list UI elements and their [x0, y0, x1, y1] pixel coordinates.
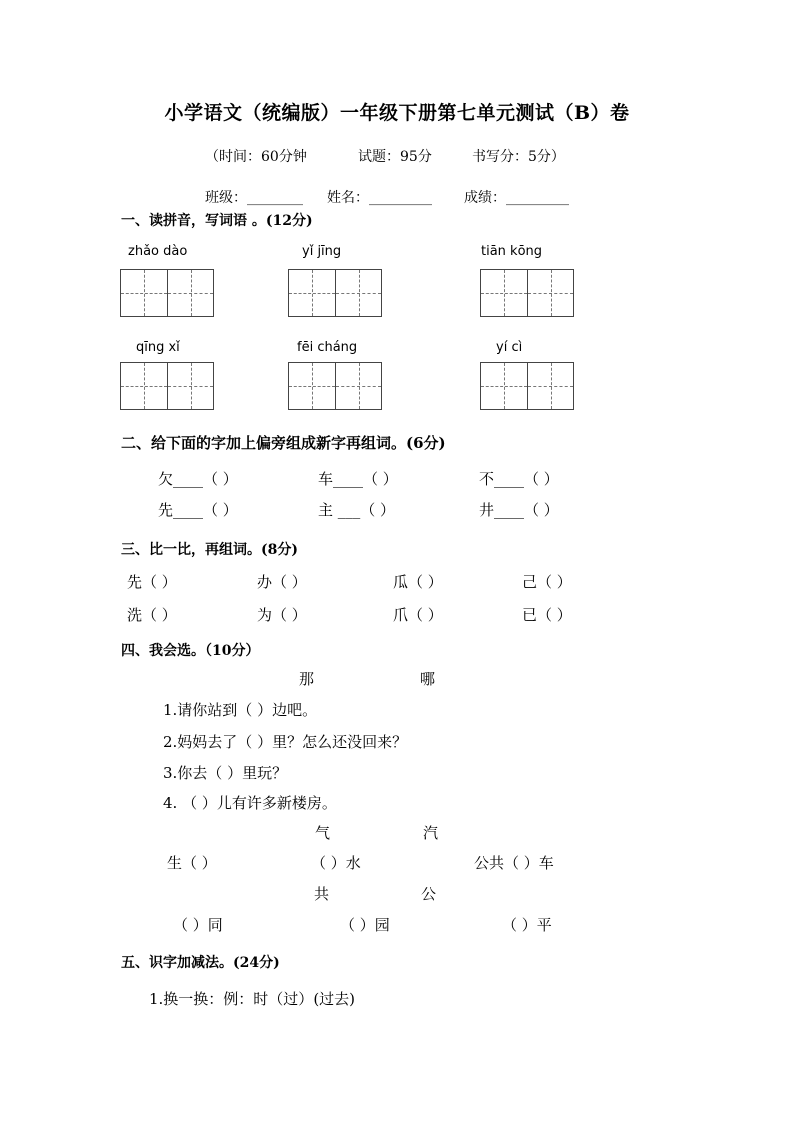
choice-word: 公: [421, 885, 437, 903]
page-title: 小学语文（统编版）一年级下册第七单元测试（B）卷: [164, 102, 630, 124]
class-field[interactable]: 班级：________: [205, 190, 303, 206]
writing-grid[interactable]: [120, 362, 214, 410]
choice-word: 共: [314, 885, 330, 903]
writing-grid[interactable]: [120, 269, 214, 317]
choice-word: 气: [315, 824, 331, 842]
pinyin-label: yǐ jīng: [302, 244, 342, 259]
name-field[interactable]: 姓名：_________: [327, 190, 432, 206]
compare-item[interactable]: 己（ ）: [522, 573, 572, 591]
compare-item[interactable]: 先（ ）: [127, 573, 177, 591]
writing-grid[interactable]: [288, 362, 382, 410]
exam-score: 试题：95分: [358, 149, 432, 165]
fill-item[interactable]: （ ）平: [502, 916, 552, 934]
writing-grid[interactable]: [288, 269, 382, 317]
section-5-heading: 五、识字加减法。(24分): [121, 955, 280, 971]
fill-item[interactable]: 2.妈妈去了（ ）里？怎么还没回来？: [163, 733, 408, 751]
fill-item[interactable]: 1.请你站到（ ）边吧。: [163, 701, 318, 719]
radical-item[interactable]: 主 ___（ ）: [318, 501, 396, 519]
section-4-heading: 四、我会选。（10分）: [121, 643, 260, 659]
writing-grid[interactable]: [480, 269, 574, 317]
fill-item[interactable]: 3.你去（ ）里玩？: [163, 764, 288, 782]
compare-item[interactable]: 爪（ ）: [393, 606, 443, 624]
exam-time: （时间：60分钟: [205, 149, 307, 165]
compare-item[interactable]: 为（ ）: [257, 606, 307, 624]
fill-item[interactable]: （ ）水: [311, 854, 361, 872]
pinyin-label: yí cì: [496, 340, 523, 355]
choice-word: 那: [299, 670, 315, 688]
fill-item[interactable]: （ ）园: [340, 916, 390, 934]
grade-field[interactable]: 成绩：_________: [464, 190, 569, 206]
radical-item[interactable]: 不____（ ）: [479, 470, 559, 488]
pinyin-label: zhǎo dào: [128, 244, 188, 259]
compare-item[interactable]: 瓜（ ）: [393, 573, 443, 591]
fill-item: 1.换一换：例：时（过）(过去): [149, 990, 356, 1008]
fill-item[interactable]: 生（ ）: [167, 854, 217, 872]
fill-item[interactable]: 公共（ ）车: [474, 854, 554, 872]
choice-word: 汽: [423, 824, 439, 842]
compare-item[interactable]: 办（ ）: [257, 573, 307, 591]
compare-item[interactable]: 已（ ）: [522, 606, 572, 624]
fill-item[interactable]: （ ）同: [173, 916, 223, 934]
radical-item[interactable]: 井____（ ）: [479, 501, 559, 519]
pinyin-label: qīng xǐ: [136, 340, 180, 355]
compare-item[interactable]: 洗（ ）: [127, 606, 177, 624]
pinyin-label: fēi cháng: [297, 340, 358, 355]
section-3-heading: 三、比一比，再组词。(8分): [121, 542, 298, 558]
radical-item[interactable]: 车____（ ）: [318, 470, 398, 488]
writing-grid[interactable]: [480, 362, 574, 410]
radical-item[interactable]: 先____（ ）: [158, 501, 238, 519]
choice-word: 哪: [420, 670, 436, 688]
radical-item[interactable]: 欠____（ ）: [158, 470, 238, 488]
fill-item[interactable]: 4. （ ）儿有许多新楼房。: [163, 794, 337, 812]
pinyin-label: tiān kōng: [481, 244, 543, 259]
section-2-heading: 二、给下面的字加上偏旁组成新字再组词。(6分): [121, 434, 446, 452]
exam-writing-score: 书写分：5分）: [472, 149, 565, 165]
section-1-heading: 一、读拼音，写词语 。(12分): [121, 213, 313, 229]
